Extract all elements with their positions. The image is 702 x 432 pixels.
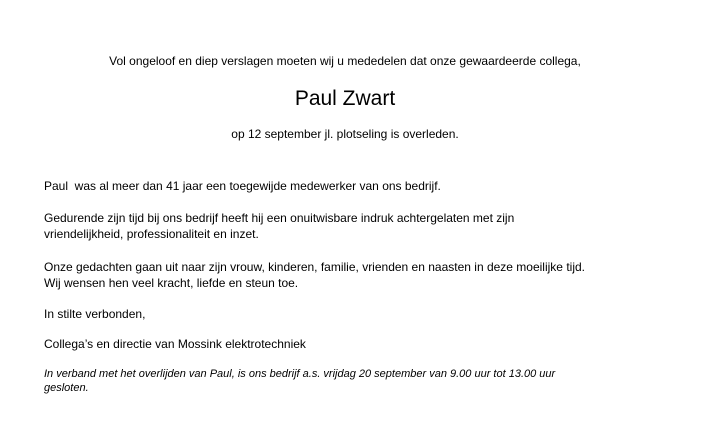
deceased-name: Paul Zwart [294, 87, 396, 110]
closing-text: In stilte verbonden, [44, 307, 146, 321]
paragraph-legacy-line-1: Gedurende zijn tijd bij ons bedrijf heeft hij een onuitwisbare indruk achtergelaten met zijn [44, 211, 515, 225]
intro-text: Vol ongeloof en diep verslagen moeten wij u mededelen dat onze gewaardeerde collega, [109, 54, 581, 68]
passing-text: op 12 september jl. plotseling is overleden. [231, 127, 459, 141]
paragraph-condolence-line-2: Wij wensen hen veel kracht, liefde en steun toe. [44, 276, 299, 290]
signature-text: Collega’s en directie van Mossink elektrotechniek [44, 337, 306, 351]
paragraph-service-years: Paul was al meer dan 41 jaar een toegewijde medewerker van ons bedrijf. [44, 179, 441, 193]
closure-notice-line-2: gesloten. [44, 382, 89, 394]
closure-notice-line-1: In verband met het overlijden van Paul, is ons bedrijf a.s. vrijdag 20 september van 9.00 uur tot 13.00 uur [44, 368, 556, 380]
paragraph-condolence-line-1: Onze gedachten gaan uit naar zijn vrouw, kinderen, familie, vrienden en naasten in deze moeilijke tijd. [44, 260, 585, 274]
paragraph-legacy-line-2: vriendelijkheid, professionaliteit en inzet. [44, 227, 259, 241]
